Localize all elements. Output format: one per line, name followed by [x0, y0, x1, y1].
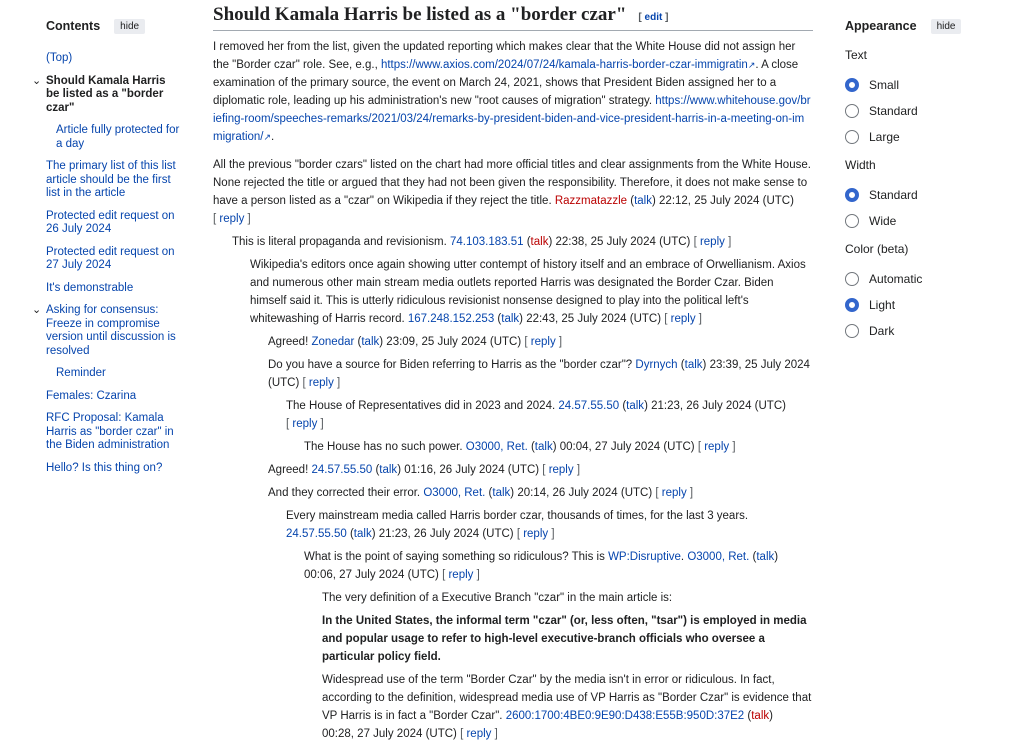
reply-button[interactable]: [ reply ] — [213, 213, 251, 225]
timestamp: 21:23, 26 July 2024 (UTC) — [378, 528, 514, 540]
comment: And they corrected their error. O3000, Ret. (talk) 20:14, 26 July 2024 (UTC) [ reply ] — [268, 487, 694, 499]
color-automatic-option[interactable]: Automatic — [845, 266, 1005, 292]
comment: The House has no such power. O3000, Ret. (talk) 00:04, 27 July 2024 (UTC) [ reply ] — [304, 441, 736, 453]
edit-section-link[interactable]: [ edit ] — [638, 12, 669, 23]
reply-button[interactable]: [ reply ] — [542, 464, 581, 476]
external-link-icon: ↗ — [263, 132, 272, 142]
timestamp: 00:04, 27 July 2024 (UTC) — [559, 441, 695, 453]
comment: Widespread use of the term "Border Czar" by the media isn't in error or ridiculous. In fact, according to the definition, widespread media use of VP Harris as "Border Czar" is evidence that VP Harris is in fact a "Border Czar". 2600:1700:4BE0:9E90:D438:E55B:950D:37E2 (talk) 00:28, 27 July 2024 (UTC) [ reply ] — [322, 674, 812, 740]
comment: Agreed! 24.57.55.50 (talk) 01:16, 26 July 2024 (UTC) [ reply ] — [268, 464, 581, 476]
timestamp: 01:16, 26 July 2024 (UTC) — [404, 464, 540, 476]
user-link[interactable]: 24.57.55.50 — [311, 464, 373, 476]
toc-item-rfc-proposal[interactable]: RFC Proposal: Kamala Harris as "border czar" in the Biden administration — [46, 412, 174, 451]
radio-selected-icon[interactable] — [845, 188, 859, 202]
toc-item-demonstrable[interactable]: It's demonstrable — [46, 281, 134, 294]
comment-text: I removed her from the list, given the updated reporting which makes clear that the White House did not assign her the "Border czar" role. See, e.g., — [213, 41, 796, 71]
appearance-header — [845, 14, 1005, 38]
timestamp: 22:12, 25 July 2024 (UTC) — [659, 195, 794, 207]
talk-link[interactable]: talk — [379, 464, 398, 476]
talk-link[interactable]: talk — [684, 359, 703, 371]
talk-link[interactable]: talk — [626, 400, 645, 412]
timestamp: 00:28, 27 July 2024 (UTC) — [322, 728, 457, 740]
reply-button[interactable]: [ reply ] — [286, 418, 324, 430]
comment: Every mainstream media called Harris border czar, thousands of times, for the last 3 years. 24.57.55.50 (talk) 21:23, 26 July 2024 (UTC) [ reply ] — [286, 510, 749, 540]
color-dark-option[interactable]: Dark — [845, 318, 1005, 344]
comment: Do you have a source for Biden referring to Harris as the "border czar"? Dyrnych (talk) 23:39, 25 July 2024 (UTC) [ reply ] — [268, 359, 810, 389]
width-wide-option[interactable]: Wide — [845, 208, 1005, 234]
width-standard-option[interactable]: Standard — [845, 182, 1005, 208]
reply-button[interactable]: [ reply ] — [302, 377, 341, 389]
timestamp: 20:14, 26 July 2024 (UTC) — [517, 487, 653, 499]
comment: The House of Representatives did in 2023 and 2024. 24.57.55.50 (talk) 21:23, 26 July 2024 (UTC) [ reply ] — [286, 400, 786, 430]
page-title: Should Kamala Harris be listed as a "border czar" — [213, 4, 627, 25]
text-size-small-option[interactable]: Small — [845, 72, 1005, 98]
color-label: Color (beta) — [845, 242, 909, 256]
reply-button[interactable]: [ reply ] — [664, 313, 702, 325]
user-link[interactable]: Zonedar — [311, 336, 355, 348]
talk-link[interactable]: talk — [751, 710, 770, 722]
radio-selected-icon[interactable] — [845, 78, 859, 92]
whitehouse-link[interactable]: https://www.whitehouse.gov/briefing-room/speeches-remarks/2021/03/24/remarks-by-president-biden-and-vice-president-harris-in-a-meeting-on-immigration/ — [213, 95, 811, 143]
toc-header — [32, 14, 182, 38]
toc-item-czarina[interactable]: Females: Czarina — [46, 389, 137, 402]
toc-item-edit-request-26[interactable]: Protected edit request on 26 July 2024 — [46, 209, 175, 235]
toc-title: Contents — [46, 19, 101, 33]
appearance-title: Appearance — [845, 19, 917, 33]
talk-link[interactable]: talk — [634, 195, 652, 207]
timestamp: 21:23, 26 July 2024 (UTC) — [651, 400, 786, 412]
wp-disruptive-link[interactable]: WP:Disruptive — [608, 551, 681, 563]
toc-item-hello[interactable]: Hello? Is this thing on? — [46, 461, 163, 474]
timestamp: 22:38, 25 July 2024 (UTC) — [555, 236, 691, 248]
timestamp: 22:43, 25 July 2024 (UTC) — [526, 313, 662, 325]
text-size-large-option[interactable]: Large — [845, 124, 1005, 150]
radio-icon[interactable] — [845, 324, 859, 338]
talk-section — [213, 0, 813, 748]
radio-icon[interactable] — [845, 130, 859, 144]
toc-item-asking-consensus[interactable] — [32, 304, 182, 358]
comment: What is the point of saying something so ridiculous? This is WP:Disruptive. O3000, Ret. (talk) 00:06, 27 July 2024 (UTC) [ reply ] — [304, 551, 779, 581]
toc-item-border-czar[interactable] — [32, 75, 182, 116]
user-link[interactable]: O3000, Ret. — [423, 487, 486, 499]
comment: Agreed! Zonedar (talk) 23:09, 25 July 2024 (UTC) [ reply ] — [268, 336, 563, 348]
external-link-icon: ↗ — [747, 60, 756, 70]
reply-button[interactable]: [ reply ] — [516, 528, 555, 540]
reply-button[interactable]: [ reply ] — [442, 569, 480, 581]
user-link[interactable]: 24.57.55.50 — [286, 528, 347, 540]
toc-item-article-protected[interactable]: Article fully protected for a day — [56, 124, 180, 150]
comment: This is literal propaganda and revisionism. 74.103.183.51 (talk) 22:38, 25 July 2024 (UTC) [ reply ] — [232, 236, 732, 248]
appearance-panel — [845, 14, 1005, 344]
timestamp: 23:39, 25 July 2024 (UTC) — [268, 359, 810, 389]
reply-button[interactable]: [ reply ] — [655, 487, 694, 499]
toc-item-primary-list[interactable]: The primary list of this list article should be the first list in the article — [46, 160, 176, 199]
reply-button[interactable]: [ reply ] — [697, 441, 736, 453]
timestamp: 00:06, 27 July 2024 (UTC) — [304, 569, 439, 581]
comment: The very definition of a Executive Branch "czar" in the main article is: — [322, 592, 673, 604]
comment-paragraph: I removed her from the list, given the updated reporting which makes clear that the White House did not assign her the "Border czar" role. See, e.g., https://www.axios.com/2024/07/24/kamala-harris-border-czar-immigratin↗. A close examination of the primary source, the event on March 24, 2021, shows that President Biden assigned her to a diplomatic role, leading up his administration's new "root causes of migration" strategy. https://www.whitehouse.gov/briefing-room/speeches-remarks/2021/03/24/remarks-by-president-biden-and-vice-president-harris-in-a-meeting-on-immigration/↗. — [213, 41, 811, 143]
comment-paragraph: All the previous "border czars" listed on the chart had more official titles and clear assignments from the White House. None rejected the title or argued that they had not been given the responsibility. Therefore, it does not make sense to have a person listed as a "czar" on Wikipedia if they reject the title. Razzmatazzle (talk) 22:12, 25 July 2024 (UTC) [ reply ] — [213, 159, 811, 225]
talk-link[interactable]: talk — [361, 336, 380, 348]
user-link[interactable]: Razzmatazzle — [554, 195, 628, 207]
toc-item-label: Asking for consensus: Freeze in compromise version until discussion is resolved — [46, 304, 176, 357]
comment-text: All the previous "border czars" listed on the chart had more official titles and clear assignments from the White House. None rejected the title or argued that they had not been given the responsibility. Therefore, it does not make sense to have a person listed as a "czar" on Wikipedia if they reject the title. — [213, 159, 811, 207]
talk-link[interactable]: talk — [353, 528, 372, 540]
comment-text: . A close examination of the primary source, the event on March 24, 2021, shows that President Biden assigned her to a diplomatic role, leading up his administration's new "root causes of migration" strategy. — [213, 59, 799, 107]
user-link[interactable]: 167.248.152.253 — [407, 313, 495, 325]
toc-item-label: Should Kamala Harris be listed as a "border czar" — [46, 74, 166, 114]
radio-icon[interactable] — [845, 104, 859, 118]
talk-link[interactable]: talk — [492, 487, 511, 499]
appearance-hide-button[interactable]: hide — [931, 19, 962, 34]
reply-button[interactable]: [ reply ] — [524, 336, 563, 348]
toc-item-edit-request-27[interactable]: Protected edit request on 27 July 2024 — [46, 245, 175, 271]
user-link[interactable]: O3000, Ret. — [687, 551, 750, 563]
toc-hide-button[interactable]: hide — [114, 19, 145, 34]
comment: Wikipedia's editors once again showing utter contempt of history itself and an embrace of Orwellianism. Axios and numerous other main stream media outlets reported Harris was designated the Border Czar. Biden himself said it. This is utterly ridiculous revisionist nonsense designed to play into the political left's whitewashing of Harris record. 167.248.152.253 (talk) 22:43, 25 July 2024 (UTC) [ reply ] — [250, 259, 806, 325]
talk-link[interactable]: talk — [530, 236, 549, 248]
timestamp: 23:09, 25 July 2024 (UTC) — [386, 336, 522, 348]
radio-selected-icon[interactable] — [845, 298, 859, 312]
chevron-down-icon[interactable]: ⌄ — [32, 74, 42, 87]
section-heading — [213, 4, 813, 31]
width-label: Width — [845, 158, 876, 172]
text-size-standard-option[interactable]: Standard — [845, 98, 1005, 124]
axios-link[interactable]: https://www.axios.com/2024/07/24/kamala-harris-border-czar-immigratin — [380, 59, 748, 71]
talk-link[interactable]: talk — [756, 551, 775, 563]
toc-item-top[interactable]: (Top) — [46, 52, 73, 64]
user-link[interactable]: Dyrnych — [635, 359, 678, 371]
user-link[interactable]: O3000, Ret. — [465, 441, 528, 453]
user-link[interactable]: 74.103.183.51 — [449, 236, 524, 248]
color-light-option[interactable]: Light — [845, 292, 1005, 318]
talk-link[interactable]: talk — [501, 313, 520, 325]
reply-button[interactable]: [ reply ] — [460, 728, 498, 740]
radio-icon[interactable] — [845, 214, 859, 228]
quoted-definition: In the United States, the informal term "czar" (or, less often, "tsar") is employed in media and popular usage to refer to high-level executive-branch officials who oversee a particular policy field. — [322, 615, 807, 663]
user-link[interactable]: 2600:1700:4BE0:9E90:D438:E55B:950D:37E2 — [505, 710, 745, 722]
chevron-down-icon[interactable]: ⌄ — [32, 304, 42, 316]
talk-link[interactable]: talk — [534, 441, 553, 453]
user-link[interactable]: 24.57.55.50 — [558, 400, 620, 412]
text-size-label: Text — [845, 48, 868, 62]
table-of-contents — [32, 14, 182, 484]
radio-icon[interactable] — [845, 272, 859, 286]
reply-button[interactable]: [ reply ] — [693, 236, 732, 248]
toc-item-reminder[interactable]: Reminder — [56, 367, 106, 379]
